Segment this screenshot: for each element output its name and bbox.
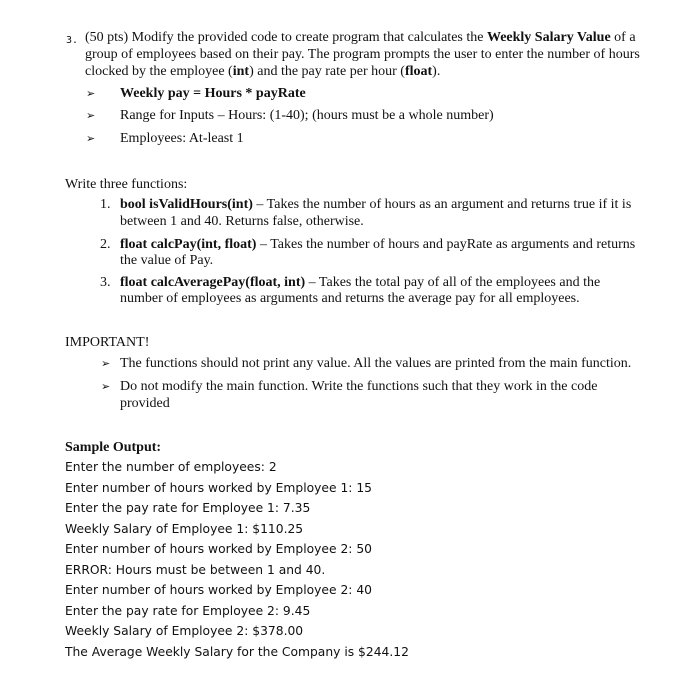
- bullet-arrow-icon: ➢: [86, 132, 96, 145]
- function-3-line-2: number of employees as arguments and returns the average pay for all employees.: [120, 291, 580, 306]
- functions-intro: Write three functions:: [65, 177, 188, 192]
- bullet-arrow-icon: ➢: [86, 87, 96, 100]
- important-note-2-line-1: Do not modify the main function. Write the functions such that they work in the code: [120, 379, 598, 394]
- function-1-line-1: bool isValidHours(int) – Takes the number of hours as an argument and returns true if it is: [120, 197, 632, 212]
- function-number: 1.: [100, 197, 111, 212]
- function-3-line-1: float calcAveragePay(float, int) – Takes the total pay of all of the employees and the: [120, 275, 601, 290]
- important-note-1: The functions should not print any value. All the values are printed from the main function.: [120, 356, 632, 371]
- function-2-line-2: the value of Pay.: [120, 253, 214, 268]
- bullet-arrow-icon: ➢: [101, 357, 111, 370]
- question-line-1: (50 pts) Modify the provided code to create program that calculates the Weekly Salary Value of a: [85, 30, 636, 45]
- sample-line: ERROR: Hours must be between 1 and 40.: [65, 563, 326, 577]
- sample-line: Enter the pay rate for Employee 2: 9.45: [65, 604, 311, 618]
- sample-heading: Sample Output:: [65, 440, 162, 455]
- question-line-3: clocked by the employee (int) and the pay rate per hour (float).: [85, 64, 441, 79]
- sample-line: The Average Weekly Salary for the Company is $244.12: [65, 645, 409, 659]
- sample-line: Weekly Salary of Employee 1: $110.25: [65, 522, 304, 536]
- function-2-line-1: float calcPay(int, float) – Takes the number of hours and payRate as arguments and returns: [120, 237, 636, 252]
- question-number: 3.: [66, 35, 79, 46]
- function-1-line-2: between 1 and 40. Returns false, otherwise.: [120, 214, 364, 229]
- sample-line: Enter number of hours worked by Employee 2: 50: [65, 542, 372, 556]
- important-note-2-line-2: provided: [120, 396, 170, 411]
- bullet-arrow-icon: ➢: [86, 109, 96, 122]
- bullet-formula: Weekly pay = Hours * payRate: [120, 86, 306, 101]
- sample-line: Enter number of hours worked by Employee 1: 15: [65, 481, 372, 495]
- sample-line: Weekly Salary of Employee 2: $378.00: [65, 624, 304, 638]
- bullet-range: Range for Inputs – Hours: (1-40); (hours must be a whole number): [120, 108, 494, 123]
- sample-line: Enter the pay rate for Employee 1: 7.35: [65, 501, 311, 515]
- function-number: 2.: [100, 237, 111, 252]
- bullet-arrow-icon: ➢: [101, 380, 111, 393]
- sample-line: Enter the number of employees: 2: [65, 460, 277, 474]
- important-heading: IMPORTANT!: [65, 335, 150, 350]
- function-number: 3.: [100, 275, 111, 290]
- bullet-employees: Employees: At-least 1: [120, 131, 244, 146]
- question-line-2: group of employees based on their pay. The program prompts the user to enter the number of hours: [85, 47, 640, 62]
- sample-line: Enter number of hours worked by Employee 2: 40: [65, 583, 372, 597]
